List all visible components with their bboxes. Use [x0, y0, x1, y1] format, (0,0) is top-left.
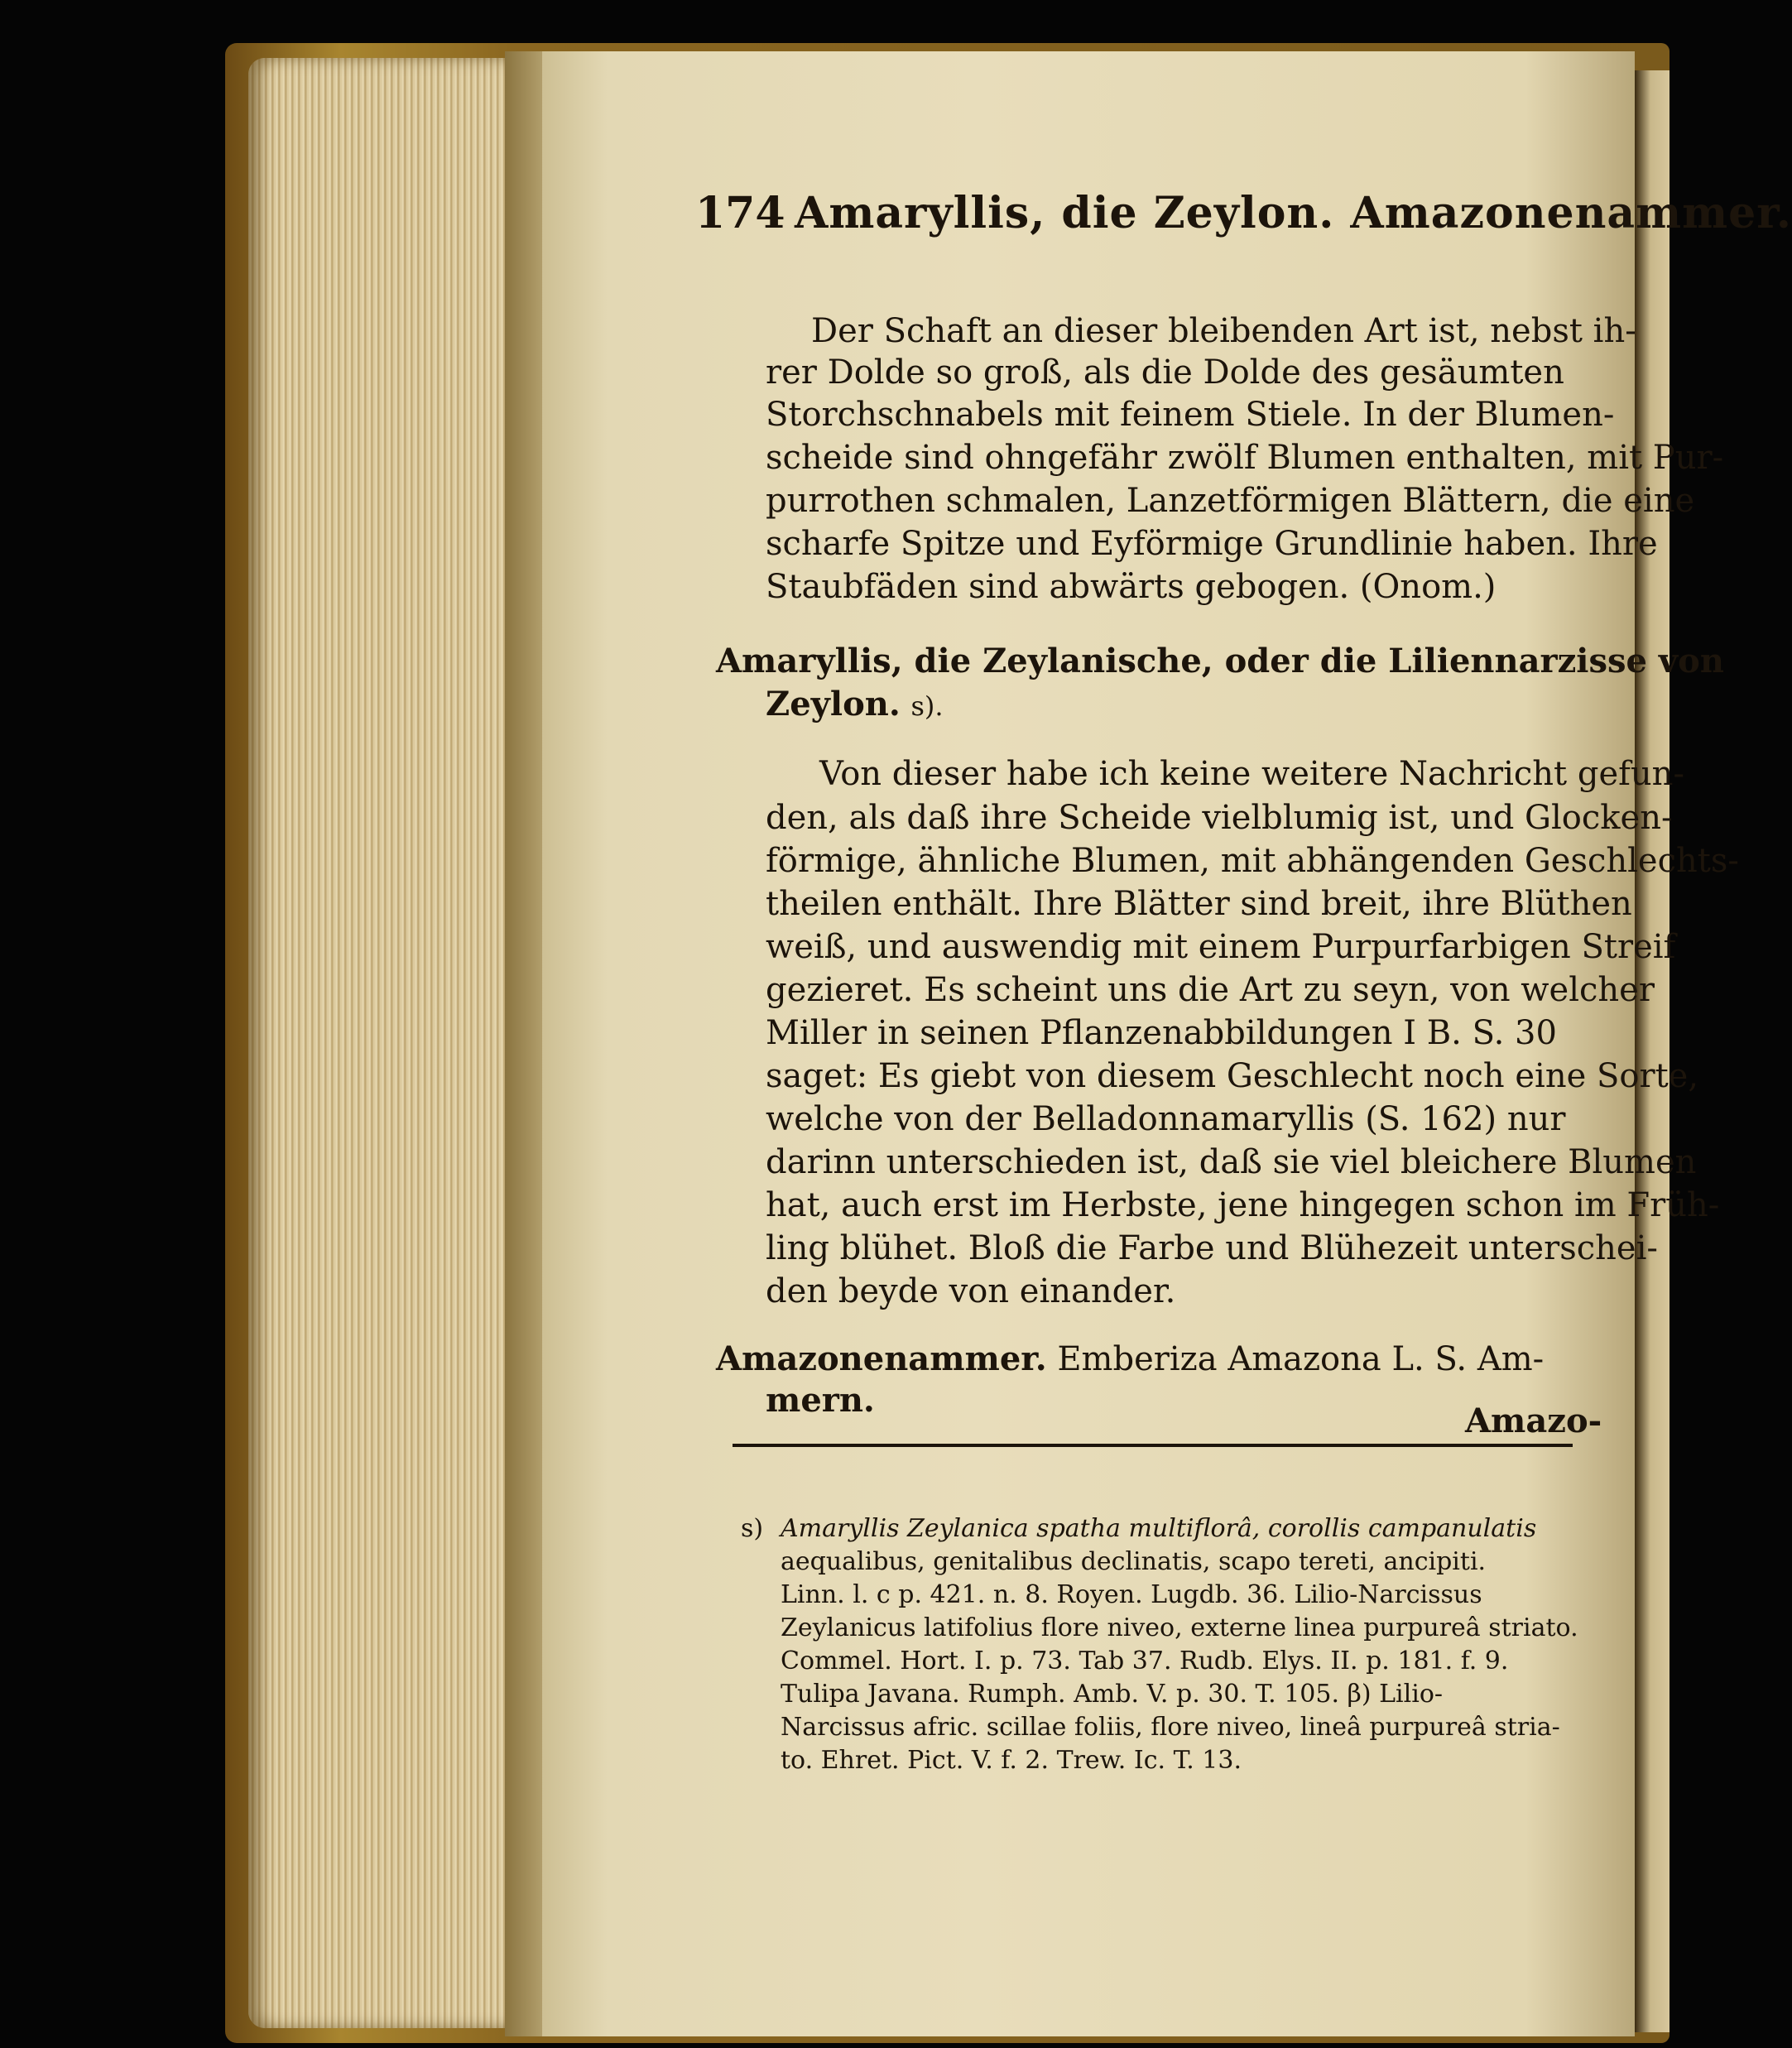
- paragraph-2-line: saget: Es giebt von diesem Geschlecht noch eine Sorte,: [766, 1057, 1699, 1095]
- paragraph-1-line: rer Dolde so groß, als die Dolde des gesäumten: [766, 353, 1564, 392]
- entry-heading-amaryllis: Amaryllis, die Zeylanische, oder die Liliennarzisse von: [716, 642, 1724, 680]
- next-page-edge: [1635, 70, 1669, 2032]
- paragraph-1-line: purrothen schmalen, Lanzetförmigen Blättern, die eine: [766, 482, 1695, 520]
- page-number: 174: [695, 188, 786, 238]
- paragraph-2-line: theilen enthält. Ihre Blätter sind breit, ihre Blüthen: [766, 885, 1632, 923]
- running-title: Amaryllis, die Zeylon. Amazonenammer.: [795, 188, 1792, 238]
- paragraph-2-line: welche von der Belladonnamaryllis (S. 162) nur: [766, 1100, 1566, 1138]
- paragraph-2-line: darinn unterschieden ist, daß sie viel bleichere Blumen: [766, 1143, 1697, 1181]
- entry-amazonenammer-line-2: mern.: [766, 1381, 875, 1420]
- catchword: Amazo-: [1465, 1401, 1602, 1440]
- entry-heading-amazonenammer: Amazonenammer.: [716, 1339, 1047, 1378]
- page-header: [695, 188, 1792, 254]
- paragraph-2-line: den, als daß ihre Scheide vielblumig ist, und Glocken-: [766, 799, 1673, 837]
- page-edges: [248, 58, 546, 2028]
- paragraph-1-line: Staubfäden sind abwärts gebogen. (Onom.): [766, 568, 1497, 606]
- paragraph-2-line: den beyde von einander.: [766, 1272, 1176, 1310]
- paragraph-1-line: Der Schaft an dieser bleibenden Art ist, nebst ih-: [811, 312, 1636, 350]
- footnote-line: Commel. Hort. I. p. 73. Tab 37. Rudb. Elys. II. p. 181. f. 9.: [781, 1647, 1509, 1675]
- footnote-line: aequalibus, genitalibus declinatis, scapo tereti, ancipiti.: [781, 1547, 1487, 1576]
- paragraph-2-line: förmige, ähnliche Blumen, mit abhängenden Geschlechts-: [766, 842, 1739, 880]
- paragraph-1-line: Storchschnabels mit feinem Stiele. In der Blumen-: [766, 396, 1615, 434]
- paragraph-2-line: ling blühet. Bloß die Farbe und Blühezeit unterschei-: [766, 1229, 1658, 1267]
- paragraph-2-line: Von dieser habe ich keine weitere Nachricht gefun-: [819, 755, 1684, 793]
- footnote-line: Zeylanicus latifolius flore niveo, externe linea purpureâ striato.: [781, 1613, 1578, 1642]
- paragraph-2-line: weiß, und auswendig mit einem Purpurfarbigen Streif: [766, 928, 1676, 966]
- entry-amazonenammer-text: Emberiza Amazona L. S. Am-: [1057, 1340, 1545, 1378]
- entry-heading-amaryllis-line-2: [766, 684, 944, 727]
- book-page: [542, 51, 1792, 2036]
- paragraph-1-line: scheide sind ohngefähr zwölf Blumen enthalten, mit Pur-: [766, 439, 1724, 477]
- paragraph-2-line: gezieret. Es scheint uns die Art zu seyn, von welcher: [766, 971, 1655, 1009]
- footnote-line: to. Ehret. Pict. V. f. 2. Trew. Ic. T. 13.: [781, 1746, 1242, 1775]
- paragraph-2-line: Miller in seinen Pflanzenabbildungen I B. S. 30: [766, 1014, 1557, 1052]
- footnote-line: Tulipa Javana. Rumph. Amb. V. p. 30. T. 105. β) Lilio-: [781, 1680, 1444, 1709]
- footnote-rule: [733, 1444, 1573, 1447]
- footnote-line: Linn. l. c p. 421. n. 8. Royen. Lugdb. 36. Lilio-Narcissus: [781, 1580, 1482, 1609]
- footnote-marker: s): [741, 1514, 764, 1543]
- entry-amazonenammer-line-1: [716, 1339, 1544, 1380]
- paragraph-1-line: scharfe Spitze und Eyförmige Grundlinie haben. Ihre: [766, 525, 1658, 563]
- footnote-reference: s).: [910, 690, 944, 722]
- footnote-line: Amaryllis Zeylanica spatha multiflorâ, corollis campanulatis: [781, 1514, 1537, 1543]
- footnote-line: Narcissus afric. scillae foliis, flore niveo, lineâ purpureâ stria-: [781, 1713, 1560, 1742]
- paragraph-2-line: hat, auch erst im Herbste, jene hingegen schon im Früh-: [766, 1186, 1720, 1224]
- entry-heading-zeylon: Zeylon.: [766, 685, 901, 724]
